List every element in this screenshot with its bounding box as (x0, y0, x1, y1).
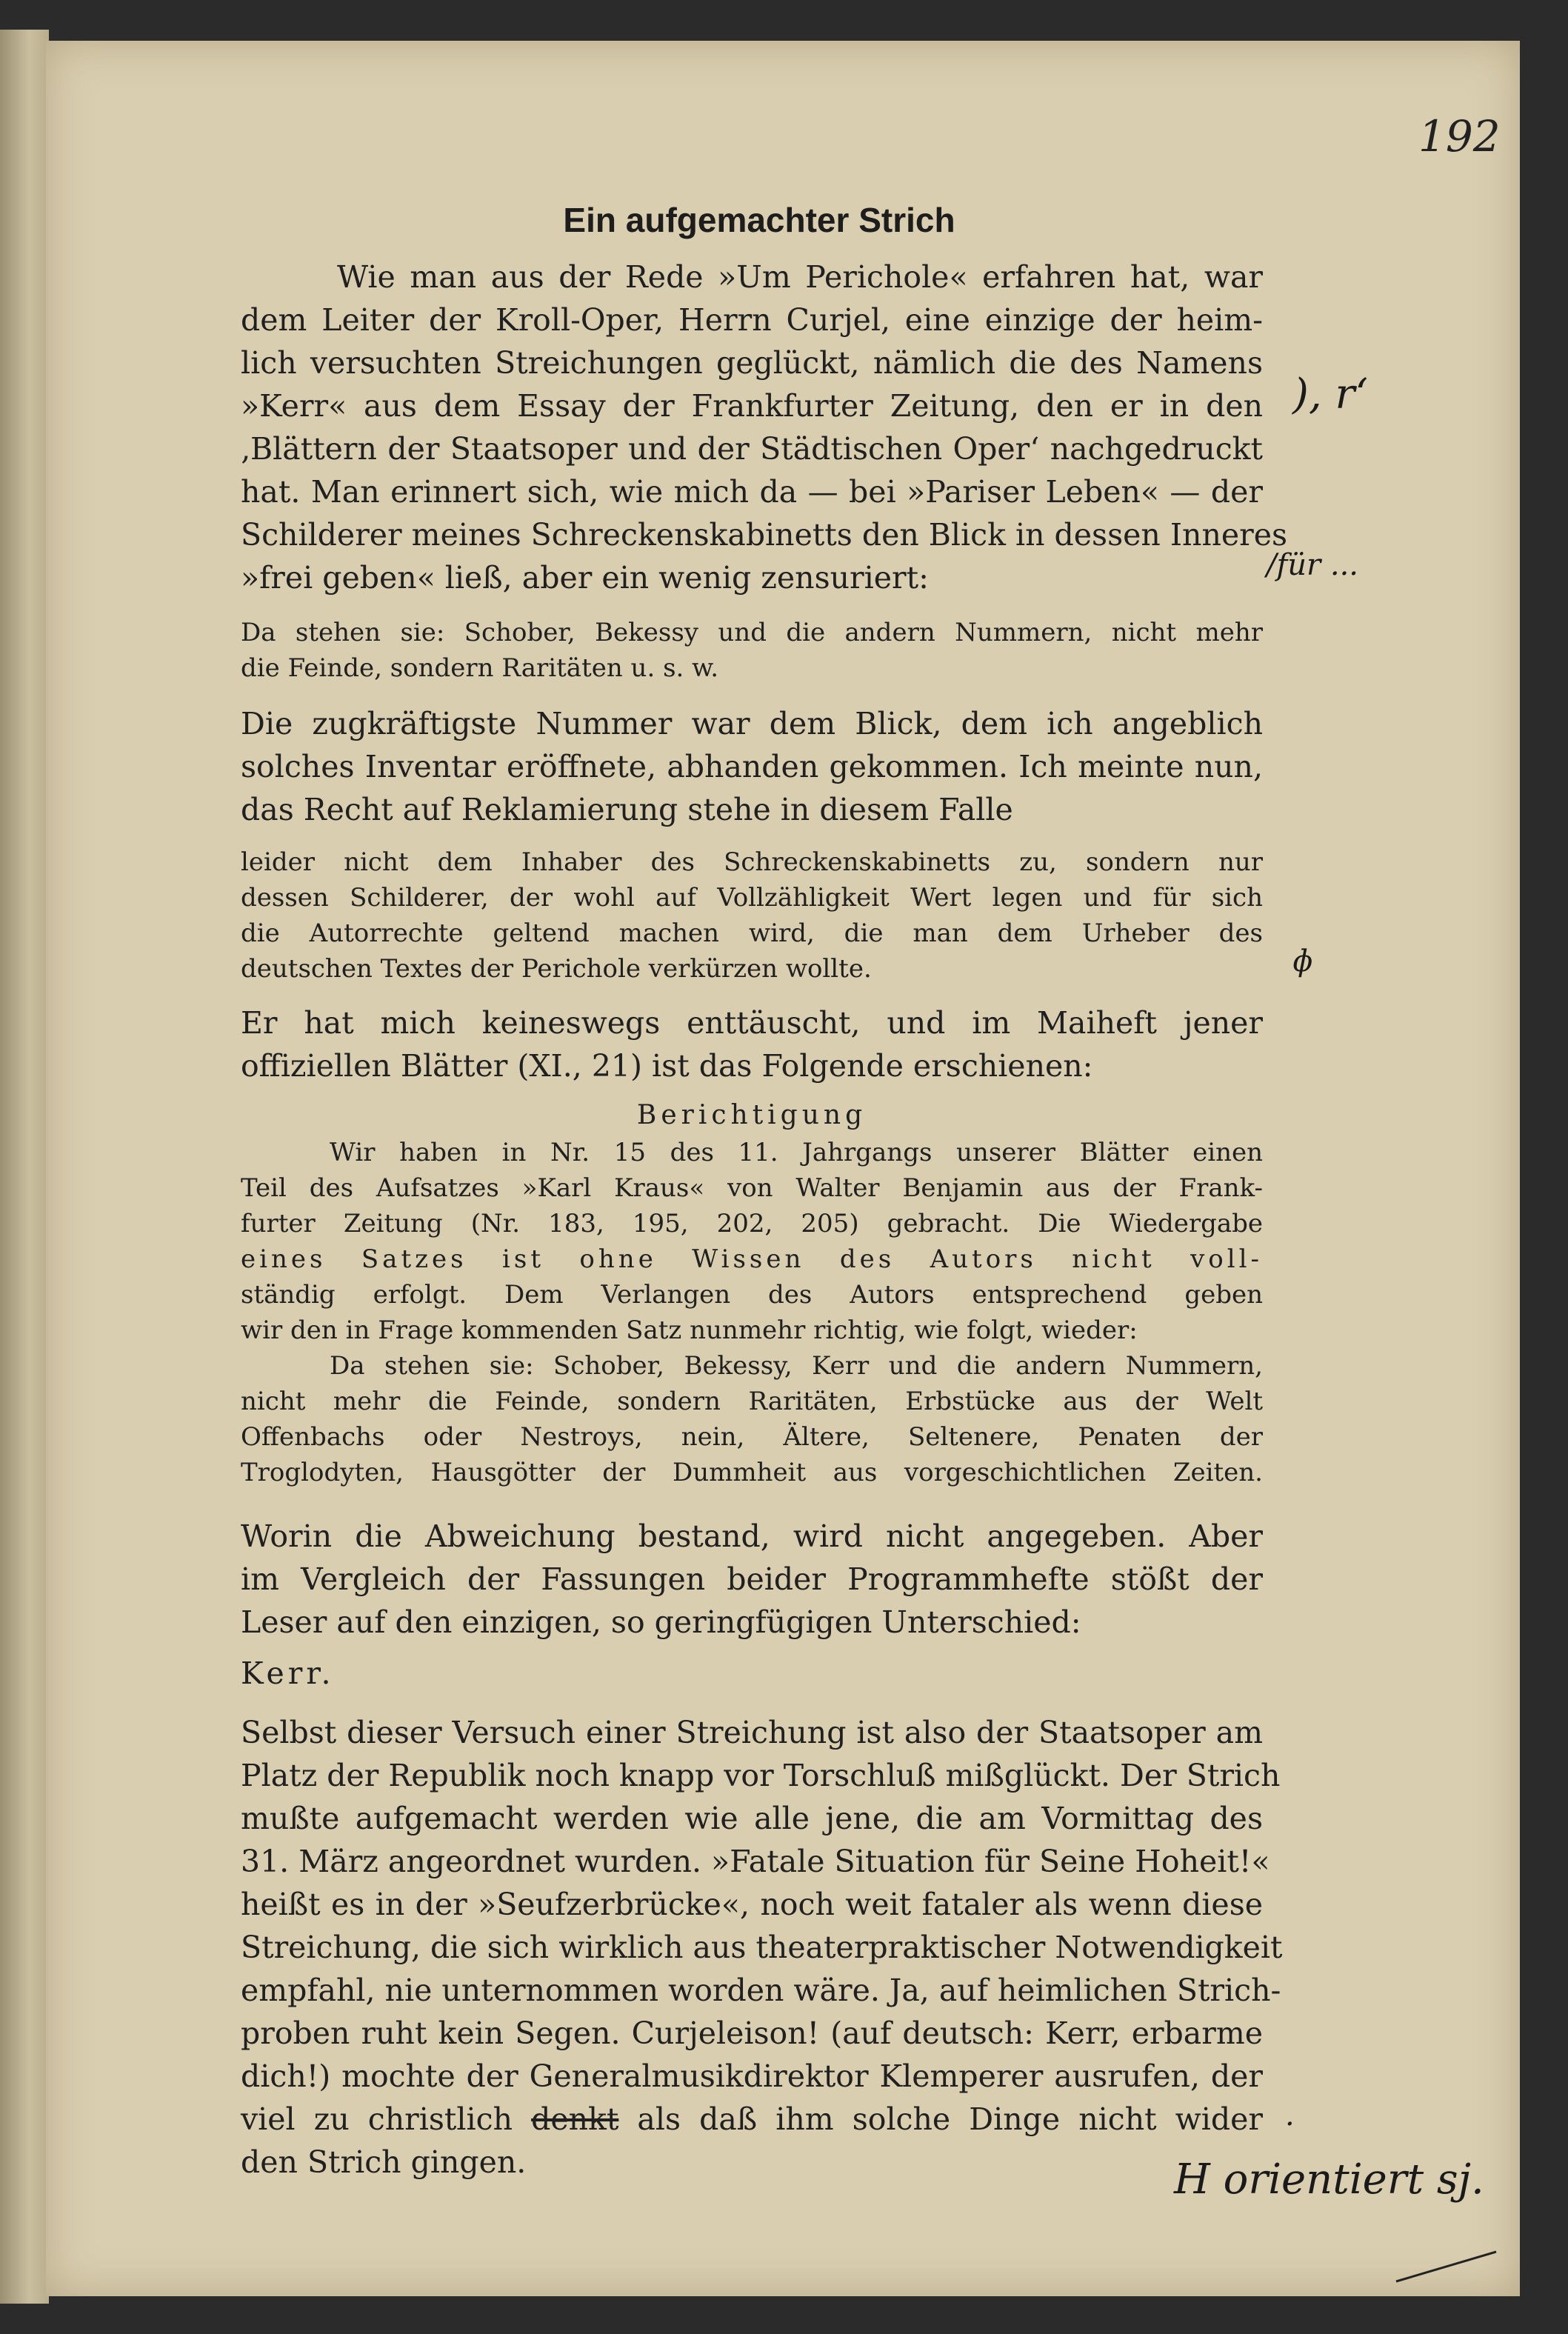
text-line: Worin die Abweichung bestand, wird nicht angegeben. Aber (241, 1518, 1263, 1554)
correction-heading: Berichtigung (636, 1100, 867, 1130)
paragraph-3 (241, 1001, 1263, 1087)
quote-line: dessen Schilderer, der wohl auf Vollzähligkeit Wert legen und für sich (241, 883, 1263, 913)
text-line: Wie man aus der Rede »Um Perichole« erfahren hat, war (337, 259, 1263, 295)
correction-quote-line: Da stehen sie: Schober, Bekessy, Kerr und die andern Nummern, (330, 1351, 1263, 1381)
correction-block (241, 1096, 1263, 1490)
text-line: im Vergleich der Fassungen beider Programmhefte stößt der (241, 1561, 1263, 1597)
margin-mark: · (1285, 2107, 1295, 2141)
correction-quote-line: Offenbachs oder Nestroys, nein, Ältere, Seltenere, Penaten der (241, 1422, 1263, 1452)
pen-stroke-icon (1392, 2244, 1504, 2289)
kerr-line: Kerr. (241, 1656, 335, 1691)
quote-1 (241, 615, 1263, 686)
text-line: das Recht auf Reklamierung stehe in diesem Falle (241, 792, 1013, 827)
text-line: proben ruht kein Segen. Curjeleison! (auf deutsch: Kerr, erbarme (241, 2015, 1263, 2051)
margin-mark: ɸ (1292, 944, 1313, 978)
text-line: solches Inventar eröffnete, abhanden gekommen. Ich meinte nun, (241, 749, 1263, 784)
text-line: Streichung, die sich wirklich aus theaterpraktischer Notwendigkeit (241, 1930, 1283, 1965)
text-line (241, 2098, 1263, 2141)
text-line: heißt es in der »Seufzerbrücke«, noch weit fataler als wenn diese (241, 1887, 1263, 1922)
text-line: lich versuchten Streichungen geglückt, nämlich die des Namens (241, 345, 1263, 381)
paragraph-1 (241, 256, 1288, 599)
text-line: 31. März angeordnet wurden. »Fatale Situation für Seine Hoheit!« (241, 1844, 1270, 1879)
text-line: Er hat mich keineswegs enttäuscht, und im Maiheft jener (241, 1005, 1263, 1041)
adjacent-page-edge (0, 30, 49, 2304)
margin-annotation: ), r‘ (1292, 370, 1369, 419)
correction-line: eines Satzes ist ohne Wissen des Autors nicht voll- (241, 1244, 1263, 1274)
text-line: Leser auf den einzigen, so geringfügigen Unterschied: (241, 1604, 1081, 1640)
correction-line: furter Zeitung (Nr. 183, 195, 202, 205) gebracht. Die Wiedergabe (241, 1209, 1263, 1238)
text-line: Platz der Republik noch knapp vor Torschluß mißglückt. Der Strich (241, 1758, 1281, 1793)
text-line: dich!) mochte der Generalmusikdirektor Klemperer ausrufen, der (241, 2058, 1263, 2094)
correction-quote-line: nicht mehr die Feinde, sondern Raritäten, Erbstücke aus der Welt (241, 1387, 1263, 1416)
struck-word: denkt (531, 2101, 619, 2137)
correction-line: wir den in Frage kommenden Satz nunmehr richtig, wie folgt, wieder: (241, 1316, 1138, 1345)
correction-quote-line: Troglodyten, Hausgötter der Dummheit aus vorgeschichtlichen Zeiten. (241, 1458, 1263, 1487)
correction-line: ständig erfolgt. Dem Verlangen des Autors entsprechend geben (241, 1280, 1263, 1310)
quote-line: deutschen Textes der Perichole verkürzen wollte. (241, 954, 872, 984)
quote-2 (241, 844, 1263, 987)
margin-annotation: H orientiert sj. (1174, 2155, 1484, 2204)
correction-line: Teil des Aufsatzes »Karl Kraus« von Walter Benjamin aus der Frank- (241, 1173, 1263, 1203)
text-line: Die zugkräftigste Nummer war dem Blick, dem ich angeblich (241, 706, 1263, 741)
correction-line: Wir haben in Nr. 15 des 11. Jahrgangs unserer Blätter einen (330, 1138, 1263, 1167)
paragraph-5 (241, 1711, 1283, 2184)
text-line: mußte aufgemacht werden wie alle jene, die am Vormittag des (241, 1801, 1263, 1836)
page-number: 192 (1418, 111, 1501, 161)
paragraph-4 (241, 1515, 1263, 1644)
kerr-line-block (241, 1652, 1263, 1695)
text-line: ‚Blättern der Staatsoper und der Städtischen Oper‘ nachgedruckt (241, 431, 1263, 467)
paragraph-2 (241, 702, 1263, 831)
text-line: empfahl, nie unternommen worden wäre. Ja, auf heimlichen Strich- (241, 1973, 1281, 2008)
text-segment: als daß ihm solche Dinge nicht wider (618, 2101, 1263, 2137)
article-title: Ein aufgemachter Strich (563, 201, 955, 239)
text-line: »Kerr« aus dem Essay der Frankfurter Zeitung, den er in den (241, 388, 1263, 424)
margin-annotation: /für ... (1267, 548, 1359, 582)
text-segment: viel zu christlich (241, 2101, 532, 2137)
quote-line: die Feinde, sondern Raritäten u. s. w. (241, 653, 719, 683)
text-line: Schilderer meines Schreckenskabinetts den Blick in dessen Inneres (241, 517, 1288, 553)
text-line: »frei geben« ließ, aber ein wenig zensuriert: (241, 560, 929, 596)
quote-line: Da stehen sie: Schober, Bekessy und die andern Nummern, nicht mehr (241, 618, 1263, 647)
text-line: offiziellen Blätter (XI., 21) ist das Folgende erschienen: (241, 1048, 1093, 1084)
quote-line: leider nicht dem Inhaber des Schreckenskabinetts zu, sondern nur (241, 847, 1263, 877)
text-line: dem Leiter der Kroll-Oper, Herrn Curjel, eine einzige der heim- (241, 302, 1263, 338)
quote-line: die Autorrechte geltend machen wird, die man dem Urheber des (241, 918, 1263, 948)
text-line: Selbst dieser Versuch einer Streichung ist also der Staatsoper am (241, 1715, 1263, 1750)
text-line: hat. Man erinnert sich, wie mich da — bei »Pariser Leben« — der (241, 474, 1263, 510)
text-line: den Strich gingen. (241, 2144, 527, 2180)
